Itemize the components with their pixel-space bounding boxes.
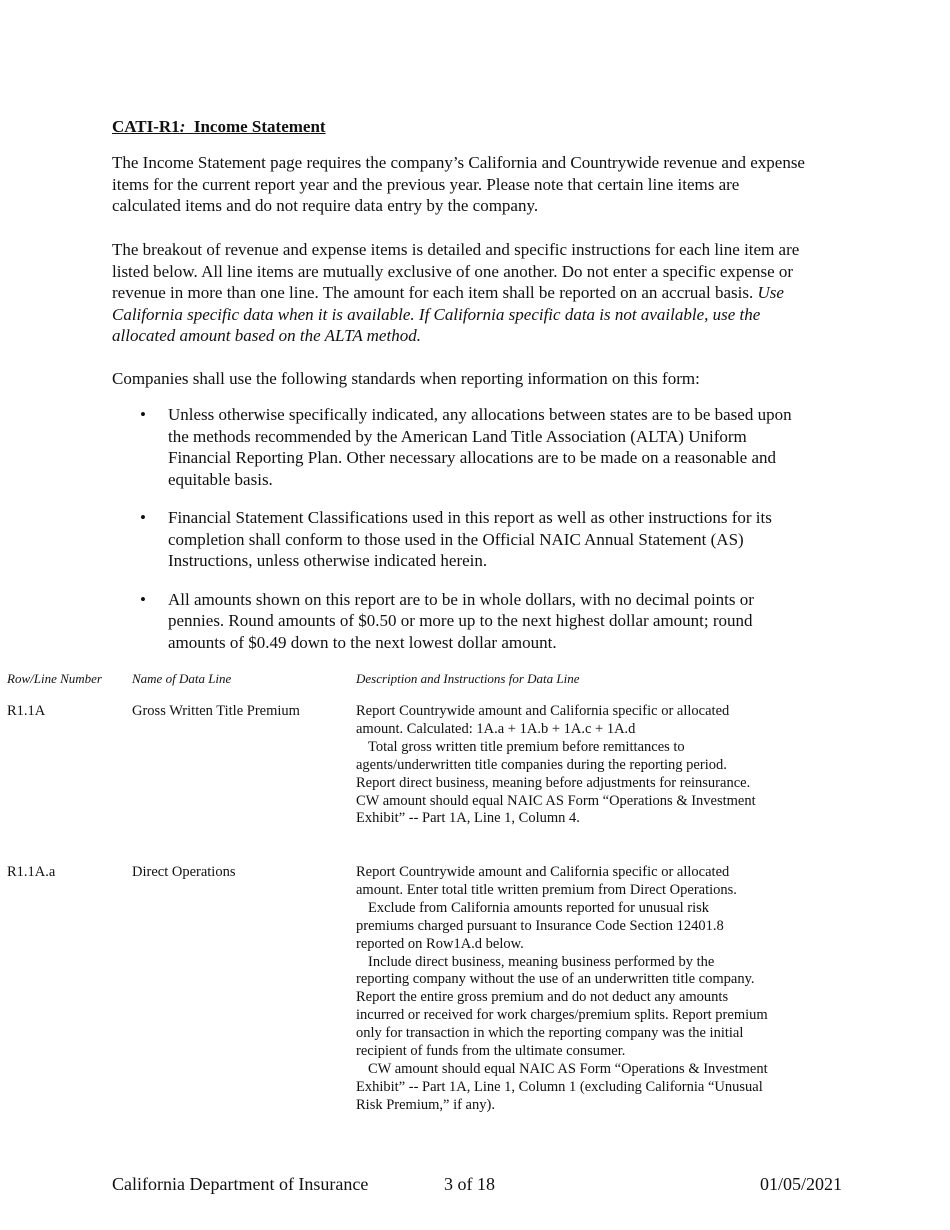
standards-list [112,404,812,670]
list-item: • All amounts shown on this report are to be in whole dollars, with no decimal points or pennies. Round amounts of $0.50 or more up to the next highest dollar amount; round amounts of $0.49 down to the next lowest dollar amount. [112,589,812,654]
description-line: Total gross written title premium before remittances to agents/underwritten title companies during the reporting period. Report direct business, meaning before adjustments for reinsurance. [356,738,751,791]
row-name: Direct Operations [132,864,236,880]
footer-page-number: 3 of 18 [444,1174,495,1194]
footer-date: 01/05/2021 [759,1174,842,1194]
breakout-text: The breakout of revenue and expense items is detailed and specific instructions for each line item are listed below. All line items are mutually exclusive of one another. Do not enter a specific expense or revenue in more than one line. The amount for each item shall be reported on an accrual basis. [112,240,800,302]
description-line: CW amount should equal NAIC AS Form “Operations & Investment Exhibit” -- Part 1A, Line 1, Column 1 (excluding California “Unusual Risk Premium,” if any). [356,1060,768,1113]
row-name: Gross Written Title Premium [132,703,300,719]
section-title-code: CATI-R1 [112,117,180,136]
description-line: Exclude from California amounts reported for unusual risk premiums charged pursuant to Insurance Code Section 12401.8 reported on Row1A.d below. [356,899,724,952]
standards-intro: Companies shall use the following standards when reporting information on this form: [112,369,700,388]
row-number: R1.1A.a [7,864,56,880]
header-row-line-number: Row/Line Number [7,671,102,686]
section-title-text: Income Statement [193,117,326,136]
row-number: R1.1A [7,703,46,719]
description-line: Report Countrywide amount and California specific or allocated amount. Calculated: 1A.a + 1A.b + 1A.c + 1A.d [356,703,730,737]
description-line: CW amount should equal NAIC AS Form “Operations & Investment Exhibit” -- Part 1A, Line 1, Column 4. [356,792,756,827]
row-description [356,703,768,828]
list-item: • Unless otherwise specifically indicated, any allocations between states are to be based upon the methods recommended by the American Land Title Association (ALTA) Uniform Financial Reporting Plan. Other necessary allocations are to be made on a reasonable and equitable basis. [112,404,812,490]
footer-organization: California Department of Insurance [112,1174,369,1194]
section-title [112,117,326,137]
description-line: Report Countrywide amount and California specific or allocated amount. Enter total title written premium from Direct Operations. [356,864,737,898]
breakout-paragraph [112,239,812,347]
section-title-colon: : [179,117,186,136]
row-description [356,864,768,1115]
breakout-italic-note: Use California specific data when it is available. If California specific data is not available, use the allocated amount based on the ALTA method. [112,283,784,345]
list-item: • Financial Statement Classifications used in this report as well as other instructions for its completion shall conform to those used in the Official NAIC Annual Statement (AS) Instructions, unless otherwise indicated herein. [112,507,812,572]
description-line: Include direct business, meaning business performed by the reporting company without the use of an underwritten title company. Report the entire gross premium and do not deduct any amounts incurred or received for work charges/premium splits. Report premium only for transaction in which the reporting company was the initial recipient of funds from the ultimate consumer. [356,953,768,1060]
header-name-of-data-line: Name of Data Line [132,671,232,686]
header-description: Description and Instructions for Data Line [356,671,580,686]
intro-paragraph: The Income Statement page requires the company’s California and Countrywide revenue and expense items for the current report year and the previous year. Please note that certain line items are calculated items and do not require data entry by the company. [112,153,805,215]
